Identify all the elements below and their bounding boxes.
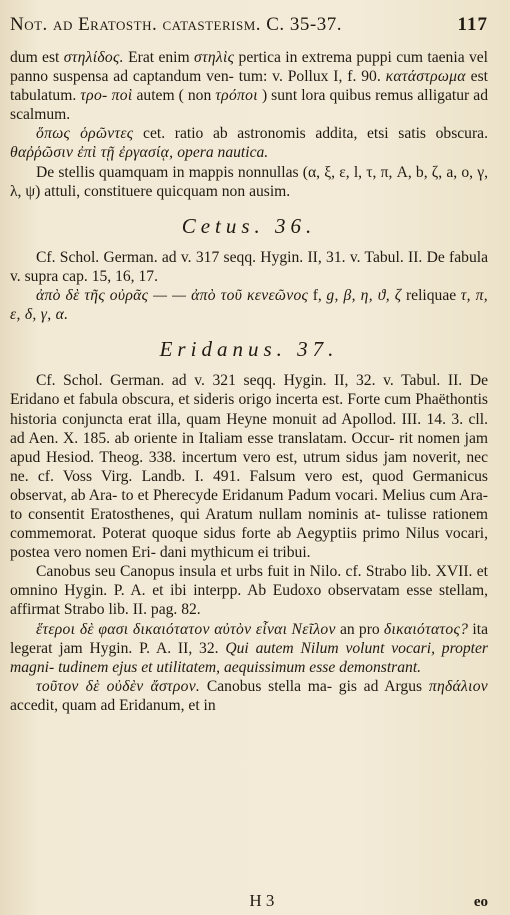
- text-line: accedit, quam ad Eridanum, et in: [10, 696, 216, 714]
- paragraph-cetus-stars: [10, 286, 488, 324]
- paragraph-stelis: [10, 48, 488, 124]
- text-line: Canobus seu Canopus insula et urbs fuit in Nilo. cf.: [36, 563, 362, 581]
- text-line: reliquae: [401, 287, 461, 305]
- greek-text: τοῦτον δὲ οὐδὲν ἄστρον.: [36, 677, 201, 695]
- text-line: Ab Eudoxo observatam esse stellam, affirmat Strabo lib. II.: [10, 582, 488, 619]
- italic-quote: tudinem ejus et utilitatem, aequissimum esse demonstrant.: [58, 658, 422, 676]
- signature-mark: H 3: [249, 891, 275, 910]
- text-line: dum est: [10, 49, 64, 66]
- text-line: pag. 82.: [150, 601, 201, 619]
- text-line: De stellis quamquam in mappis nonnullas (α, ξ, ε, l, τ,: [36, 163, 377, 181]
- text-line: 491. Falsum vero est, quod Germanicus observat, ab Ara-: [10, 467, 488, 504]
- text-line: gis ad Argus: [338, 677, 429, 695]
- text-line: autem ( non: [132, 87, 216, 105]
- paragraph-hopos: [10, 124, 488, 162]
- text-line: ad scalmum.: [10, 87, 488, 124]
- star-letters: g, β, η, ϑ, ζ: [326, 287, 402, 305]
- text-line: to consentit Eratosthenes, qui Aratum nullam nominis at-: [10, 505, 381, 523]
- text-line: dani mythicum ei tribui.: [159, 544, 311, 562]
- greek-text: Νεῖλον: [291, 620, 336, 638]
- italic-quote: Qui autem Nilum volunt vocari, propter magni-: [10, 639, 488, 676]
- page-body: [10, 48, 488, 715]
- page-footer: [10, 891, 488, 911]
- catchword: eo: [473, 894, 488, 910]
- text-line: satis obscura.: [398, 125, 488, 143]
- italic-gloss: opera nautica.: [177, 144, 269, 162]
- text-line: pertica in extrema: [234, 49, 352, 66]
- text-line: an pro: [335, 620, 384, 638]
- paragraph-heteroi: [10, 620, 488, 677]
- text-line: illa, quam Heyne monuit ad Apollod. III. 14. 3. cll. ad: [10, 410, 488, 447]
- text-line: Strabo lib. XVII. et omnino Hygin. P. A. et ibi interpp.: [10, 563, 488, 600]
- greek-text: τρο-: [80, 87, 108, 105]
- text-line: Canobus stella ma-: [200, 677, 333, 695]
- greek-text: στηλὶς: [193, 49, 235, 66]
- text-line: rit nomen jam apud Hesiod. Theog. 338. incertum vero est,: [10, 429, 488, 466]
- text-line: tum: v. Pollux I, f. 90.: [238, 68, 386, 86]
- text-line: est tabulatum.: [10, 68, 488, 105]
- greek-text: ἕτεροι δὲ φασι δικαιότατον αὐτὸν εἶναι: [36, 620, 288, 638]
- text-line: Cf. Schol. German. ad v. 321 seqq. Hygin. II, 32. v.: [36, 372, 394, 390]
- paragraph-eridanus: [10, 371, 488, 562]
- text-line: ab Aegyptiis primo Nilus vocari, postea vero nomen Eri-: [10, 525, 488, 562]
- greek-text: ὅπως ὁρῶντες: [36, 125, 134, 143]
- text-line: utrum sidus jam noverit, nec ne. cf. Voss Virg. Landb. I.: [10, 448, 488, 485]
- greek-text: θαῤῥῶσιν ἐπὶ τῇ ἐργασίᾳ,: [10, 144, 174, 162]
- paragraph-cetus-ref: [10, 248, 488, 286]
- greek-text: ποὶ: [111, 87, 133, 105]
- paragraph-canobus: [10, 562, 488, 619]
- text-line: Cf. Schol. German. ad v. 317 seqq. Hygin. II, 31. v.: [36, 248, 361, 266]
- running-title: Not. ad Eratosth. catasterism. C. 35-37.: [10, 14, 343, 35]
- greek-text: πηδάλιον: [428, 677, 489, 695]
- text-line: cet. ratio ab astronomis addita, etsi: [133, 125, 389, 143]
- paragraph-stellis: [10, 163, 488, 201]
- section-heading-eridanus: Eridanus. 37.: [159, 337, 339, 362]
- text-line: A. II, 32.: [155, 639, 226, 657]
- text-line: Tabul. II. De Eridano et fabula obscura, et sideris origo: [10, 372, 488, 409]
- page-number: 117: [457, 14, 488, 35]
- greek-text: ἀπὸ δὲ τῆς οὐρᾶς — — ἀπὸ τοῦ κενεῶνος: [36, 287, 309, 305]
- text-line: ausim.: [249, 182, 291, 200]
- text-line: Tabul. II. De fabula v. supra cap. 15, 16, 17.: [10, 248, 488, 285]
- text-line: π, A, b, ζ, a, ο, γ, λ, ψ) attuli, constituere quicquam non: [10, 163, 488, 200]
- running-head: [10, 14, 488, 36]
- text-line: Aen. X. 185. ab oriente in Italiam esse translatam. Occur-: [28, 429, 395, 447]
- text-line: puppi cum taenia vel panno suspensa ad captandum ven-: [10, 49, 488, 86]
- section-heading-cetus: Cetus. 36.: [181, 213, 317, 238]
- text-line: f,: [308, 287, 322, 305]
- greek-text: κατάστρωμα: [385, 68, 466, 86]
- text-line: ita legerat jam Hygin. P.: [10, 620, 488, 657]
- text-line: ) sunt lora quibus remus alligatur: [257, 87, 470, 105]
- text-line: tulisse rationem commemorat. Poterat quoque sidus forte: [10, 505, 488, 543]
- greek-text: στηλίδος.: [63, 49, 124, 66]
- star-letters: τ, π, ε, δ, γ, α.: [10, 287, 488, 324]
- greek-text: δικαιότατος?: [383, 620, 469, 638]
- text-line: incerta est. Forte cum Phaëthontis historia conjuncta erat: [10, 391, 489, 428]
- paragraph-touton: [10, 677, 488, 715]
- text-line: Erat enim: [123, 49, 194, 66]
- greek-text: τρόποι: [215, 87, 258, 105]
- text-line: to et Pherecyde Eridanum Padum vocari. Melius cum Ara-: [121, 486, 488, 504]
